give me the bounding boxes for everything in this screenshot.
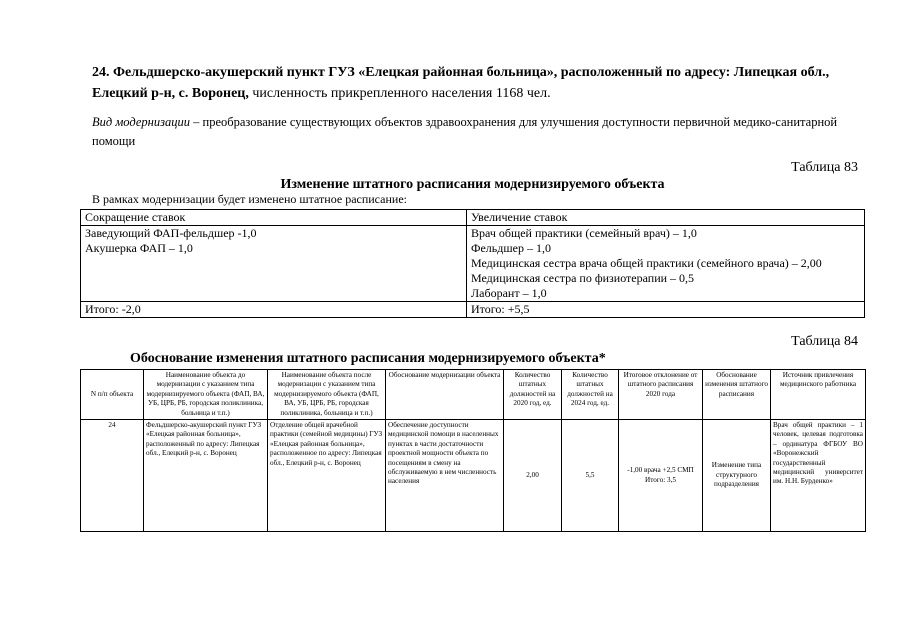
col-header-count2024: Количество штатных должностей на 2024 год, ед. (562, 370, 619, 420)
cell-justification: Изменение типа структурного подразделения (703, 420, 771, 532)
col-header-number: N п/п объекта (81, 370, 144, 420)
col-header-justification: Обоснование изменения штатного расписания (703, 370, 771, 420)
staffing-justification-table (80, 369, 866, 532)
table-row (81, 420, 866, 532)
col-header-after: Наименование объекта после модернизации с указанием типа модернизируемого объекта (ФАП, ВА, УБ, ЦРБ, РБ, городская поликлиника, больница и т.п.) (268, 370, 386, 420)
increase-item: Фельдшер – 1,0 (471, 241, 551, 255)
modernization-label: Вид модернизации (92, 115, 190, 129)
increase-item: Медицинская сестра врача общей практики (семейного врача) – 2,00 (471, 256, 822, 270)
cell-before: Фельдшерско-акушерский пункт ГУЗ «Елецкая районная больница», расположенный по адресу: Липецкая обл., Елецкий р-н, с. Воронец (144, 420, 268, 532)
modernization-type (92, 113, 862, 151)
reduce-item: Заведующий ФАП-фельдшер -1,0 (85, 226, 257, 240)
cell-deviation: -1,00 врача +2,5 СМП Итого: 3,5 (619, 420, 703, 532)
total-increase: Итого: +5,5 (467, 302, 865, 318)
increase-list (467, 226, 865, 302)
table83-number: Таблица 83 (791, 160, 858, 175)
col-header-count2020: Количество штатных должностей на 2020 год, ед. (504, 370, 562, 420)
col-header-before: Наименование объекта до модернизации с указанием типа модернизируемого объекта (ФАП, ВА, УБ, ЦРБ, РБ, городская поликлиника, больница и т.п.) (144, 370, 268, 420)
staffing-change-table (80, 209, 865, 318)
cell-source: Врач общей практики – 1 человек, целевая подготовка – ординатура ФГБОУ ВО «Воронежский государственный медицинский университет им. Н.Н. Бурденко» (771, 420, 866, 532)
section-heading-rest: численность прикрепленного населения 1168 чел. (248, 86, 551, 101)
reduce-list (81, 226, 467, 302)
table83-title: Изменение штатного расписания модернизируемого объекта (280, 177, 665, 192)
cell-reason: Обеспечение доступности медицинской помощи в населенных пунктах в части достаточности проектной мощности объекта по посещениям в смену на обслуживаемую в нем численность населения (386, 420, 504, 532)
section-heading-bold: 24. Фельдшерско-акушерский пункт ГУЗ «Елецкая районная больница», расположенный по адресу: Липецкая обл., Елецкий р-н, с. Воронец, (92, 65, 830, 101)
cell-after: Отделение общей врачебной практики (семейной медицины) ГУЗ «Елецкая районная больница», расположенное по адресу: Липецкая обл., Елецкий р-н, с. Воронец (268, 420, 386, 532)
reduce-item: Акушерка ФАП – 1,0 (85, 241, 193, 255)
header-increase: Увеличение ставок (467, 210, 865, 226)
table84-number: Таблица 84 (791, 334, 858, 349)
total-reduce: Итого: -2,0 (81, 302, 467, 318)
col-header-deviation: Итоговое отклонение от штатного расписания 2020 года (619, 370, 703, 420)
increase-item: Врач общей практики (семейный врач) – 1,0 (471, 226, 697, 240)
col-header-reason: Обоснование модернизации объекта (386, 370, 504, 420)
modernization-text: – преобразование существующих объектов здравоохранения для улучшения доступности первичной медико-санитарной помощи (92, 115, 838, 148)
header-reduce: Сокращение ставок (81, 210, 467, 226)
col-header-source: Источник привлечения медицинского работника (771, 370, 866, 420)
cell-count2020: 2,00 (504, 420, 562, 532)
section-heading (92, 62, 862, 104)
cell-number: 24 (81, 420, 144, 532)
table84-title: Обоснование изменения штатного расписания модернизируемого объекта* (130, 351, 606, 366)
table83-intro: В рамках модернизации будет изменено штатное расписание: (92, 192, 407, 206)
cell-count2024: 5,5 (562, 420, 619, 532)
increase-item: Медицинская сестра по физиотерапии – 0,5 (471, 271, 695, 285)
increase-item: Лаборант – 1,0 (471, 286, 547, 300)
